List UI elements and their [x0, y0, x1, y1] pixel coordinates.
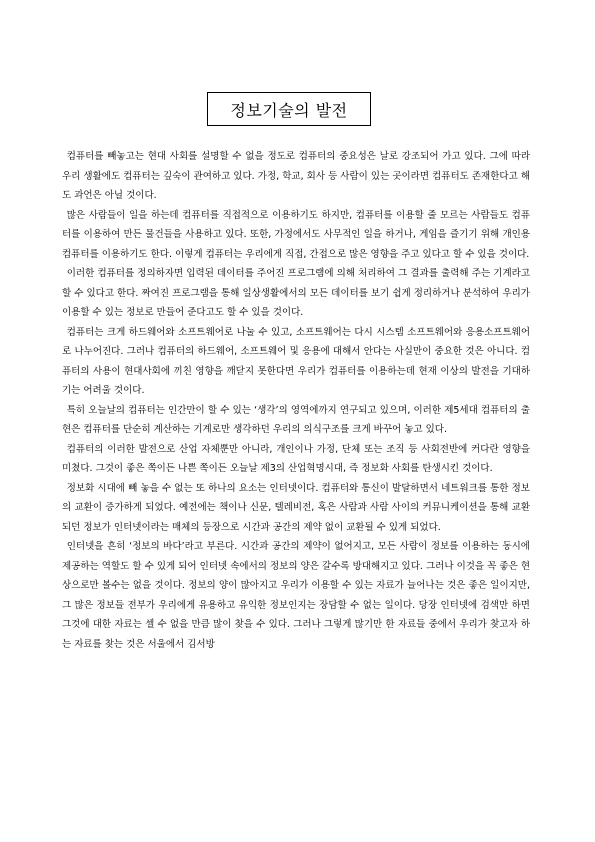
- paragraph: 컴퓨터의 이러한 발전으로 산업 자체뿐만 아니라, 개인이나 가정, 단체 또는 조직 등 사회전반에 커다란 영향을 미쳤다. 그것이 좋은 쪽이든 나쁜 쪽이든 오늘날 제3의 산업혁명시대, 즉 정보화 사회를 탄생시킨 것이다.: [62, 443, 530, 474]
- paragraph: 인터넷을 흔히 ‘정보의 바다’라고 부른다. 시간과 공간의 제약이 없어지고, 모든 사람이 정보를 이용하는 동시에 제공하는 역할도 할 수 있게 되어 인터넷 속에서의 정보의 양은 갈수록 방대해지고 있다. 그러나 이것을 꼭 좋은 현상으로만 볼수는 없을 것이다. 정보의 양이 많아지고 우리가 이용할 수 있는 자료가 늘어나는 것은 좋은 일이지만, 그 많은 정보들 전부가 우리에게 유용하고 유익한 정보인지는 장담할 수 없는 일이다. 당장 인터넷에 검색만 하면 그것에 대한 자료는 셀 수 없을 만큼 많이 찾을 수 있다. 그러나 그렇게 많기만 한 자료들 중에서 우리가 찾고자 하는 자료를 찾는 것은 서울에서 김서방: [62, 541, 530, 650]
- paragraph: 특히 오늘날의 컴퓨터는 인간만이 할 수 있는 ‘생각’의 영역에까지 연구되고 있으며, 이러한 제5세대 컴퓨터의 출현은 컴퓨터를 단순히 계산하는 기계로만 생각하던 우리의 의식구조를 크게 바꾸어 놓고 있다.: [62, 404, 530, 435]
- paragraph: 정보화 시대에 빼 놓을 수 없는 또 하나의 요소는 인터넷이다. 컴퓨터와 통신이 발달하면서 네트워크를 통한 정보의 교환이 증가하게 되었다. 예전에는 책이나 신문, 텔레비전, 혹은 사람과 사람 사이의 커뮤니케이션을 통해 교환되던 정보가 인터넷이라는 매체의 등장으로 시간과 공간의 제약 없이 교환될 수 있게 되었다.: [62, 482, 530, 533]
- paragraph: 컴퓨터를 빼놓고는 현대 사회를 설명할 수 없을 정도로 컴퓨터의 중요성은 날로 강조되어 가고 있다. 그에 따라 우리 생활에도 컴퓨터는 깊숙이 관여하고 있다. 가정, 학교, 회사 등 사람이 있는 곳이라면 컴퓨터도 존재한다고 해도 과언은 아닐 것이다.: [62, 151, 530, 201]
- document-body: [62, 147, 530, 654]
- document-title: 정보기술의 발전: [207, 92, 371, 126]
- paragraph: 컴퓨터는 크게 하드웨어와 소프트웨어로 나눌 수 있고, 소프트웨어는 다시 시스템 소프트웨어와 응용소프트웨어로 나누어진다. 그러나 컴퓨터의 하드웨어, 소프트웨어 및 응용에 대해서 안다는 사실만이 중요한 것은 아니다. 컴퓨터의 사용이 현대사회에 끼친 영향을 깨닫지 못한다면 우리가 컴퓨터를 이용하는데 현재 이상의 발전을 기대하기는 어려울 것이다.: [62, 326, 530, 396]
- paragraph: 이러한 컴퓨터를 정의하자면 입력된 데이터를 주어진 프로그램에 의해 처리하여 그 결과를 출력해 주는 기계라고 할 수 있다고 한다. 짜여진 프로그램을 통해 일상생활에서의 모든 데이터를 보기 쉽게 정리하거나 분석하여 우리가 이용할 수 있는 정보로 만들어 준다고도 할 수 있을 것이다.: [62, 268, 530, 318]
- paragraph: 많은 사람들이 일을 하는데 컴퓨터를 직접적으로 이용하기도 하지만, 컴퓨터를 이용할 줄 모르는 사람들도 컴퓨터를 이용하여 만든 물건들을 사용하고 있다. 또한, 가정에서도 사무적인 일을 하거나, 게임을 즐기기 위해 개인용 컴퓨터를 이용하기도 한다. 이렇게 컴퓨터는 우리에게 직접, 간접으로 많은 영향을 주고 있다고 할 수 있을 것이다.: [62, 209, 530, 260]
